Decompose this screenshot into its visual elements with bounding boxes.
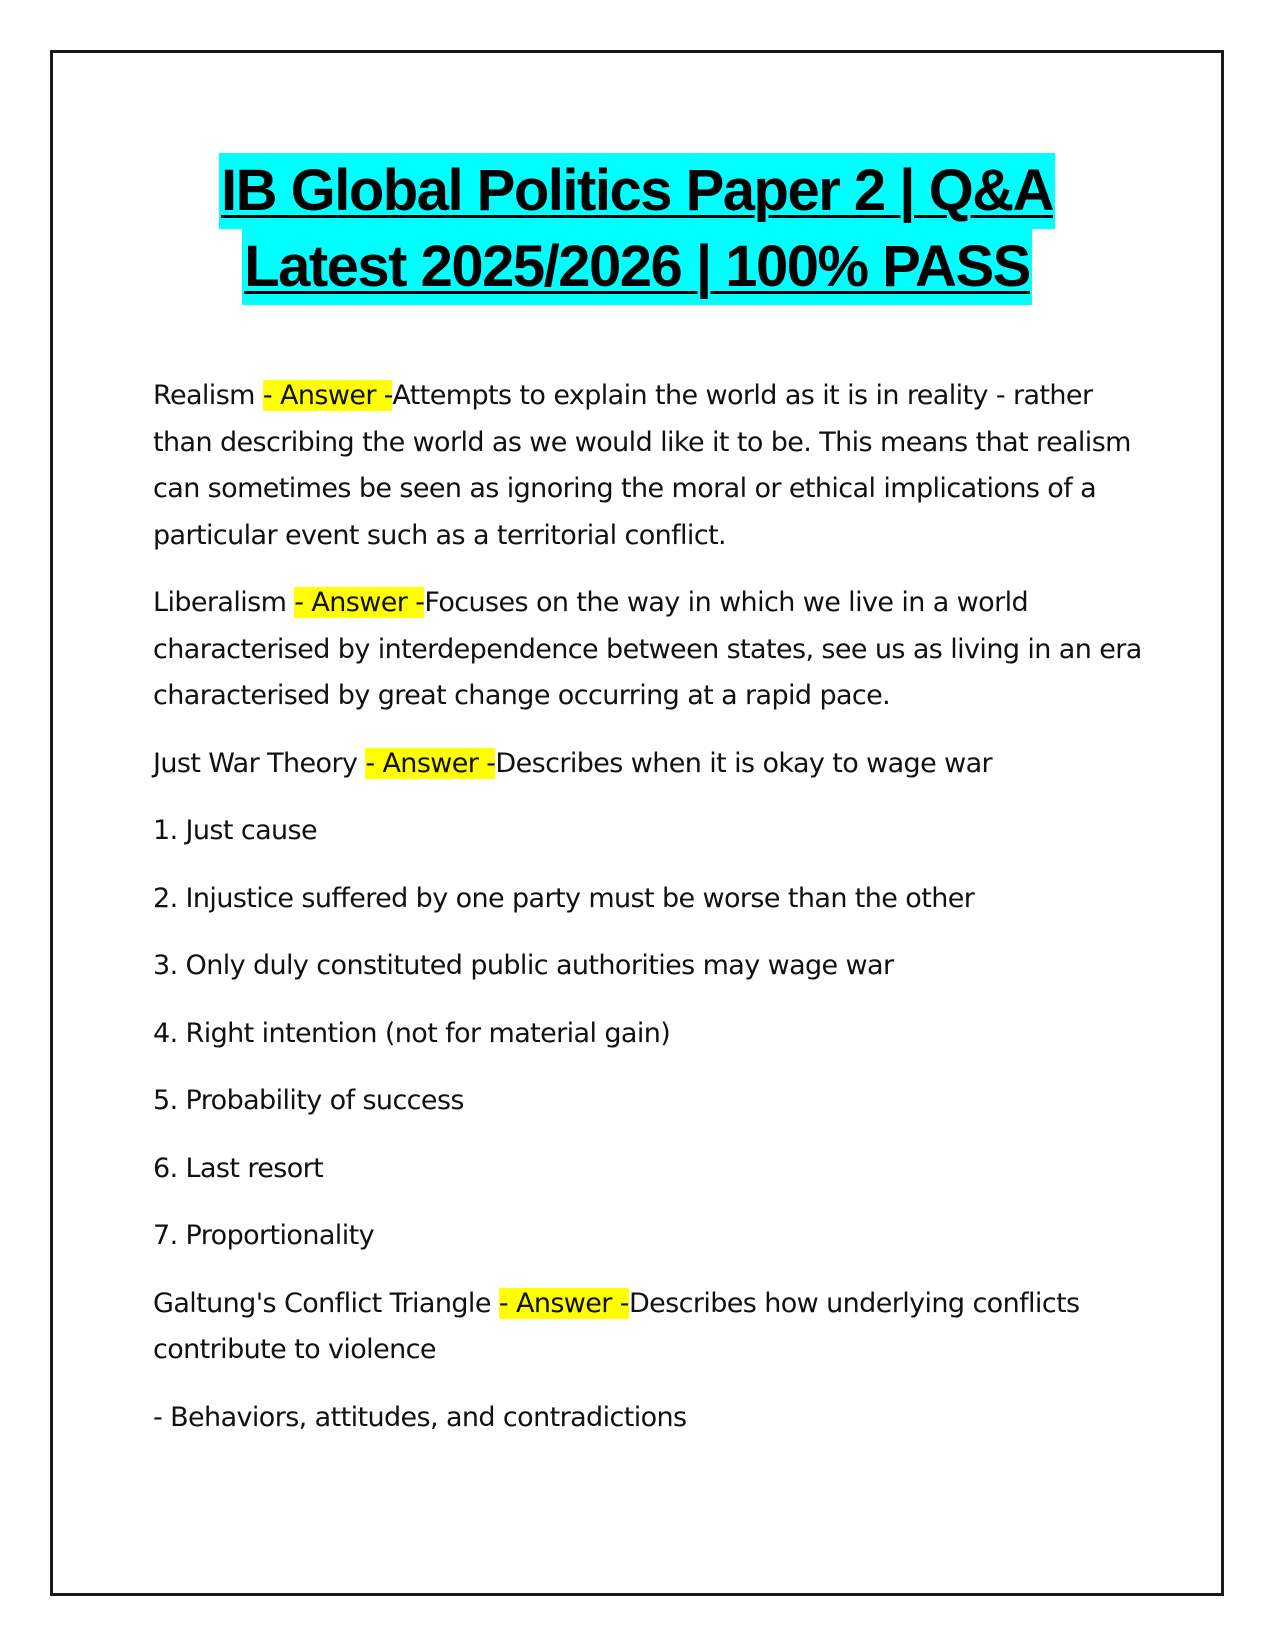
qa-entry-liberalism bbox=[153, 580, 1153, 720]
qa-entry-realism bbox=[153, 373, 1153, 559]
answer-marker: - Answer - bbox=[294, 587, 425, 618]
criterion-item: 5. Probability of success bbox=[153, 1085, 464, 1116]
criterion-item: 7. Proportionality bbox=[153, 1220, 374, 1251]
galtung-note: - Behaviors, attitudes, and contradictions bbox=[153, 1401, 687, 1433]
document-title bbox=[53, 153, 1221, 305]
criterion-item: 6. Last resort bbox=[153, 1152, 324, 1184]
term-realism: Realism bbox=[153, 380, 263, 411]
criterion-item: 1. Just cause bbox=[153, 815, 318, 846]
definition-liberalism: Focuses on the way in which we live in a world characterised by interdependence between states, see us as living in an era characterised by great change occurring at a rapid pace. bbox=[153, 587, 1142, 711]
term-galtung: Galtung's Conflict Triangle bbox=[153, 1287, 499, 1319]
criterion-item: 4. Right intention (not for material gain) bbox=[153, 1017, 671, 1049]
qa-content bbox=[153, 373, 1153, 1462]
qa-entry-just-war-theory bbox=[153, 741, 1153, 788]
definition-galtung: Describes how underlying conflicts contribute to violence bbox=[153, 1287, 1080, 1365]
page-border bbox=[50, 50, 1224, 1596]
answer-marker: - Answer - bbox=[498, 1287, 629, 1319]
title-line-2: Latest 2025/2026 | 100% PASS bbox=[242, 229, 1032, 305]
criterion-item: 2. Injustice suffered by one party must be worse than the other bbox=[153, 882, 975, 914]
term-just-war-theory: Just War Theory bbox=[153, 747, 366, 779]
answer-marker: - Answer - bbox=[365, 747, 496, 779]
qa-entry-galtung bbox=[153, 1281, 1153, 1374]
term-liberalism: Liberalism bbox=[153, 587, 295, 618]
title-line-1: IB Global Politics Paper 2 | Q&A bbox=[219, 153, 1055, 229]
definition-realism: Attempts to explain the world as it is in reality - rather than describing the world as we would like it to be. This means that realism can sometimes be seen as ignoring the moral or ethical implications of a particular event such as a territorial conflict. bbox=[153, 380, 1131, 551]
answer-marker: - Answer - bbox=[262, 380, 393, 411]
definition-just-war-theory: Describes when it is okay to wage war bbox=[495, 747, 993, 779]
criterion-item: 3. Only duly constituted public authorities may wage war bbox=[153, 950, 894, 981]
